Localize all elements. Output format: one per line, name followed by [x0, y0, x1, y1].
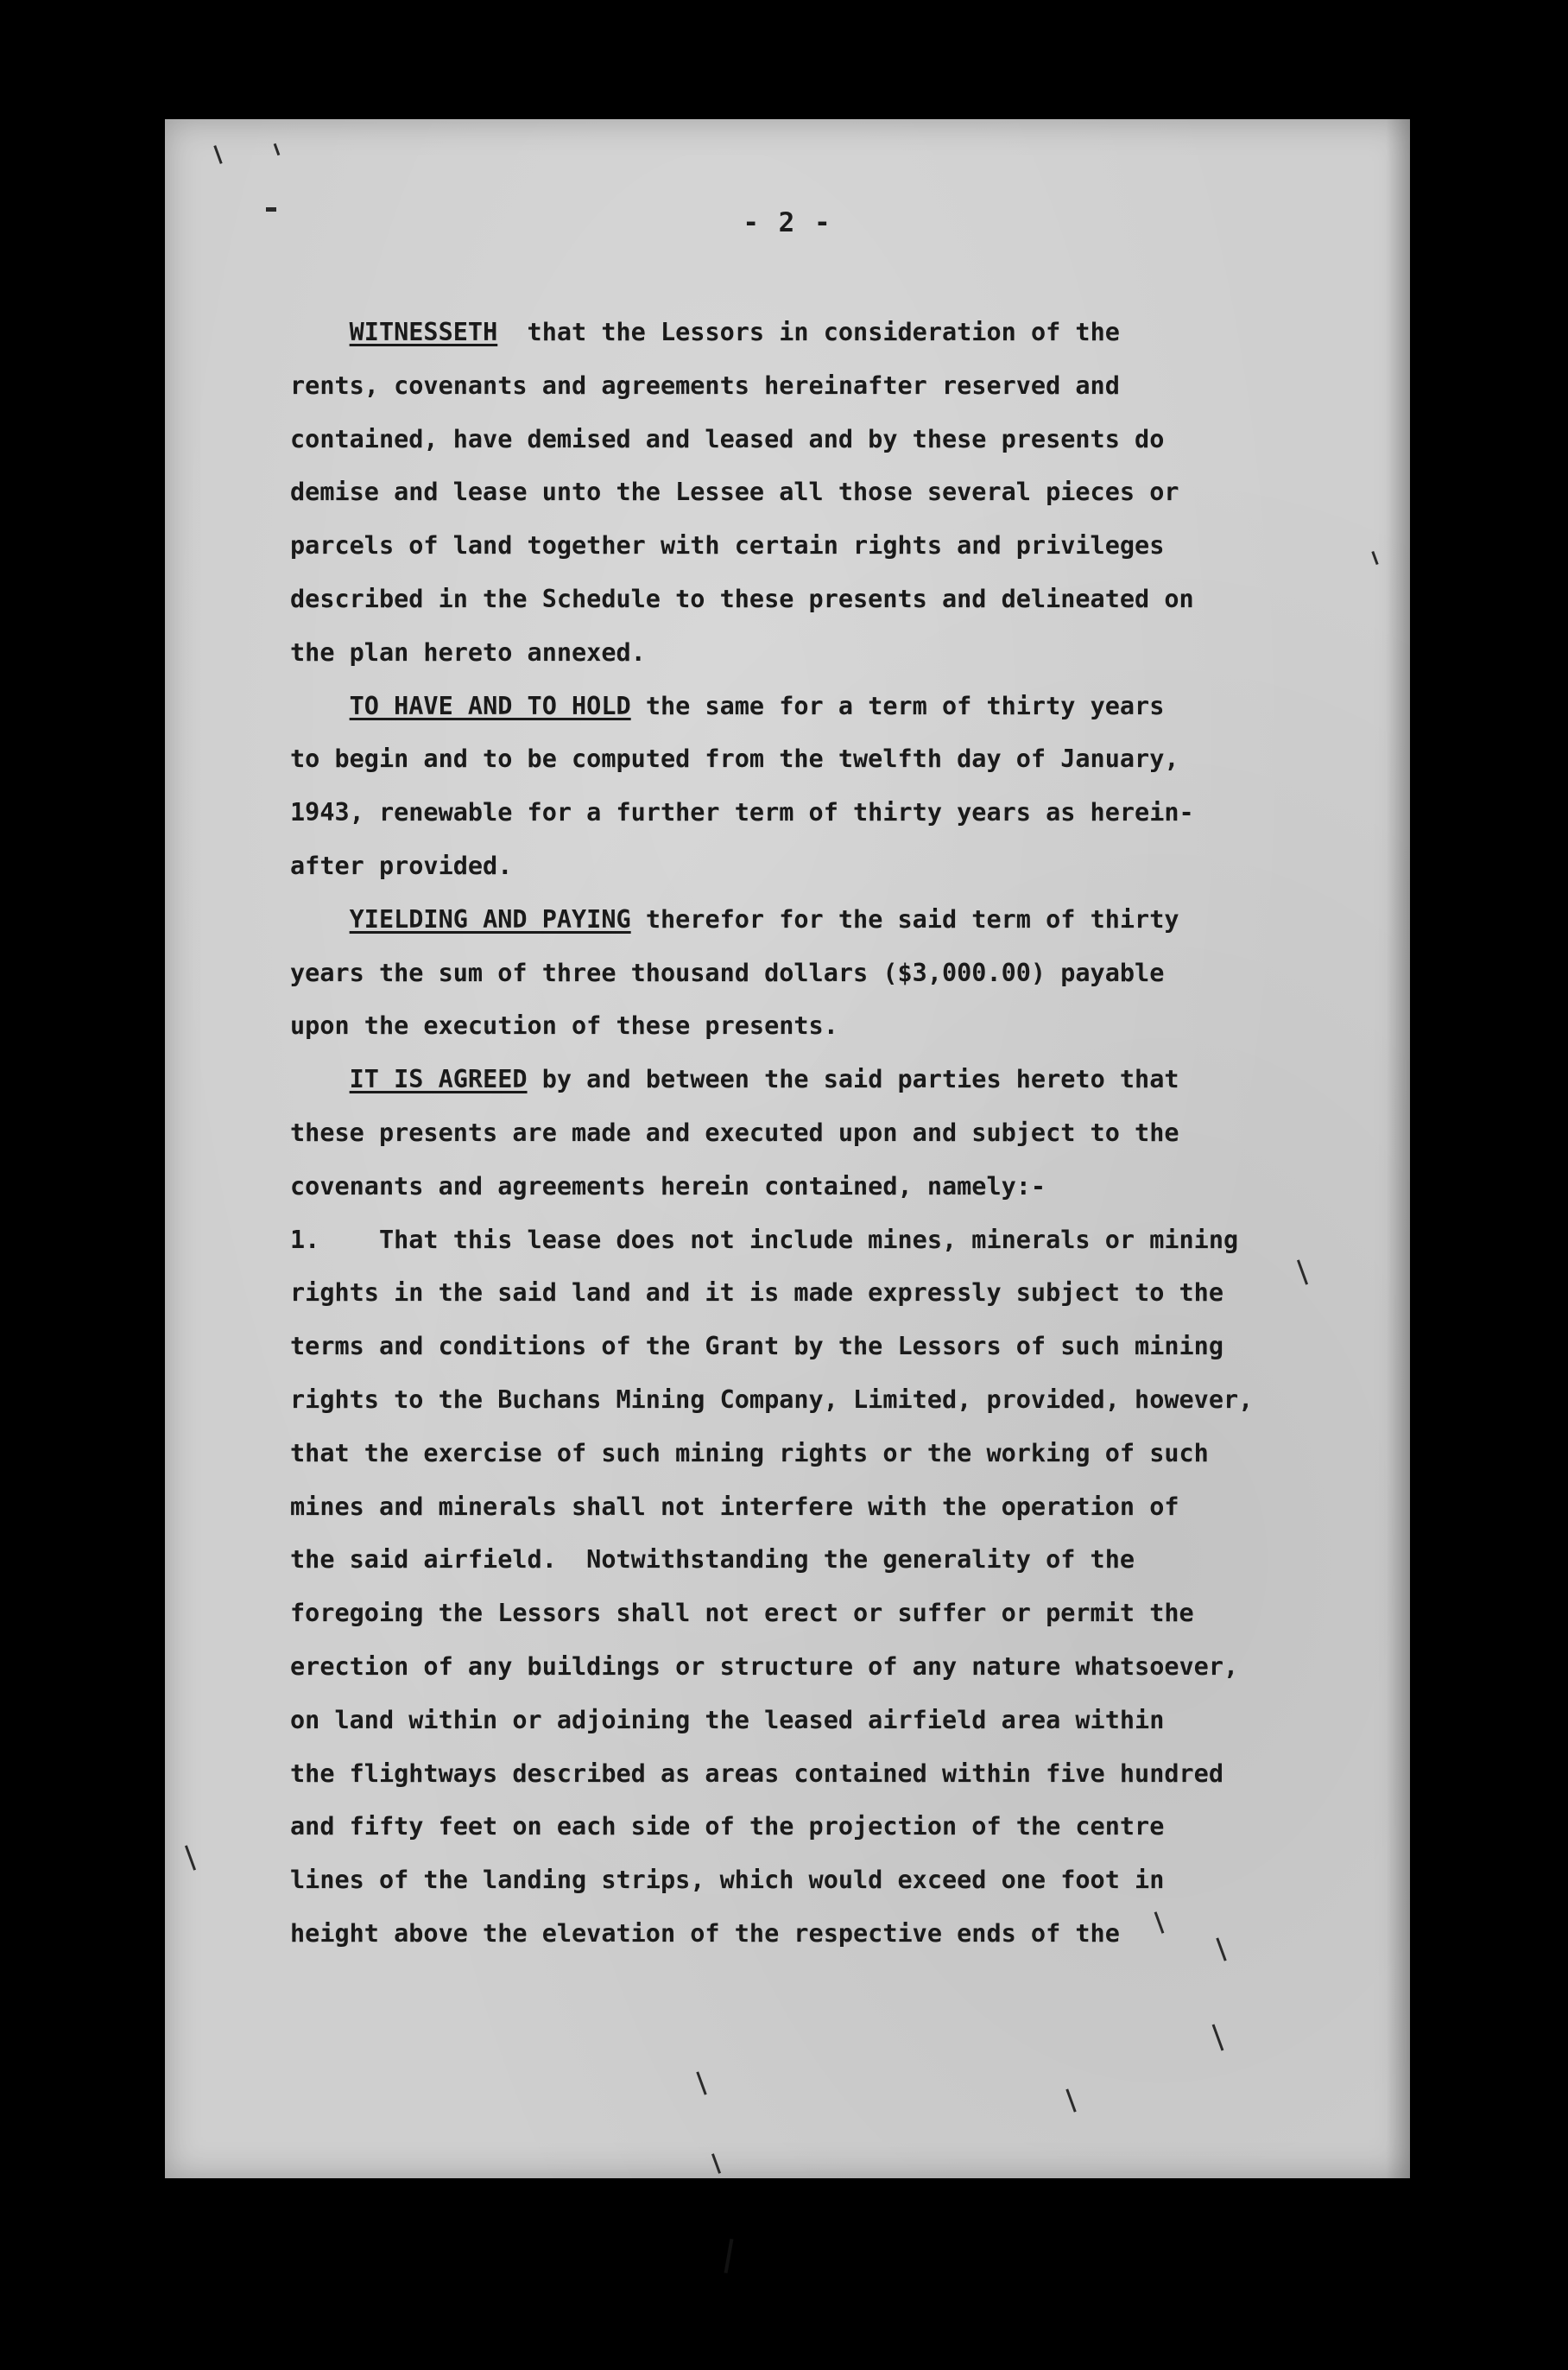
- underlined-heading: YIELDING AND PAYING: [349, 904, 631, 934]
- text-segment: rents, covenants and agreements hereinafter reserved and: [290, 371, 1120, 400]
- text-segment: foregoing the Lessors shall not erect or suffer or permit the: [290, 1599, 1194, 1628]
- text-segment: the said airfield. Notwithstanding the generality of the: [290, 1545, 1135, 1575]
- underlined-heading: WITNESSETH: [349, 318, 498, 346]
- text-line: [290, 359, 1404, 413]
- text-line: [290, 306, 1404, 359]
- text-line: [290, 1533, 1404, 1587]
- text-line: [290, 1106, 1404, 1160]
- text-segment: therefor for the said term of thirty: [630, 904, 1179, 934]
- text-segment: [290, 318, 350, 346]
- text-line: [290, 626, 1404, 680]
- scan-speck: [266, 207, 276, 212]
- text-line: [290, 1854, 1404, 1907]
- scan-speck: [711, 2153, 721, 2174]
- text-line: [290, 1587, 1404, 1640]
- text-segment: demise and lease unto the Lessee all those several pieces or: [290, 478, 1179, 507]
- text-line: [290, 1907, 1404, 1961]
- lease-body-text: [290, 306, 1404, 1961]
- text-segment: [290, 1065, 350, 1093]
- text-line: [290, 519, 1404, 573]
- text-line: [290, 947, 1404, 1000]
- text-segment: erection of any buildings or structure of any nature whatsoever,: [290, 1651, 1239, 1681]
- text-segment: the flightways described as areas contained within five hundred: [290, 1758, 1223, 1788]
- text-line: [290, 1160, 1404, 1214]
- text-segment: the same for a term of thirty years: [630, 691, 1165, 720]
- text-segment: after provided.: [290, 851, 513, 880]
- text-segment: parcels of land together with certain rights and privileges: [290, 531, 1165, 561]
- text-segment: the plan hereto annexed.: [290, 637, 646, 667]
- text-line: [290, 1373, 1404, 1427]
- text-line: [290, 680, 1404, 733]
- text-line: [290, 1427, 1404, 1480]
- text-line: [290, 840, 1404, 893]
- text-line: [290, 466, 1404, 519]
- text-segment: that the exercise of such mining rights or the working of such: [290, 1438, 1209, 1467]
- document-page: [165, 119, 1410, 2178]
- scan-mark: [724, 2239, 734, 2273]
- text-line: [290, 413, 1404, 466]
- scan-speck: [1212, 2024, 1224, 2050]
- text-segment: [290, 905, 350, 934]
- text-segment: mines and minerals shall not interfere with the operation of: [290, 1492, 1179, 1521]
- text-line: [290, 893, 1404, 947]
- text-segment: rights in the said land and it is made expressly subject to the: [290, 1278, 1223, 1308]
- text-segment: upon the execution of these presents.: [290, 1011, 838, 1041]
- text-line: [290, 1694, 1404, 1747]
- text-segment: that the Lessors in consideration of the: [497, 318, 1120, 346]
- text-line: [290, 1747, 1404, 1801]
- text-segment: years the sum of three thousand dollars ($3,000.00) payable: [290, 958, 1165, 987]
- text-segment: height above the elevation of the respective ends of the: [290, 1918, 1120, 1948]
- text-segment: covenants and agreements herein contained, namely:-: [290, 1171, 1046, 1201]
- text-line: [290, 1214, 1404, 1267]
- scan-speck: [274, 143, 281, 155]
- text-segment: and fifty feet on each side of the projection of the centre: [290, 1812, 1165, 1841]
- text-line: [290, 1800, 1404, 1854]
- text-line: [290, 1640, 1404, 1694]
- text-segment: these presents are made and executed upon and subject to the: [290, 1118, 1179, 1147]
- text-line: [290, 573, 1404, 626]
- text-segment: lines of the landing strips, which would exceed one foot in: [290, 1866, 1165, 1895]
- underlined-heading: TO HAVE AND TO HOLD: [349, 691, 631, 720]
- text-segment: rights to the Buchans Mining Company, Limited, provided, however,: [290, 1385, 1254, 1414]
- scan-speck: [213, 145, 222, 164]
- text-segment: on land within or adjoining the leased airfield area within: [290, 1705, 1165, 1734]
- text-line: [290, 786, 1404, 840]
- underlined-heading: IT IS AGREED: [349, 1065, 528, 1094]
- text-line: [290, 1266, 1404, 1320]
- text-segment: contained, have demised and leased and by these presents do: [290, 424, 1165, 453]
- text-line: [290, 1480, 1404, 1534]
- scan-speck: [185, 1845, 196, 1870]
- text-segment: to begin and to be computed from the twelfth day of January,: [290, 745, 1179, 774]
- text-line: [290, 732, 1404, 786]
- page-number: - 2 -: [743, 207, 832, 238]
- text-segment: by and between the said parties hereto that: [527, 1065, 1179, 1094]
- text-segment: [290, 692, 350, 720]
- text-line: [290, 999, 1404, 1053]
- scan-speck: [1065, 2088, 1076, 2112]
- text-segment: described in the Schedule to these presents and delineated on: [290, 584, 1194, 613]
- text-segment: 1. That this lease does not include mines, minerals or mining: [290, 1225, 1239, 1254]
- scan-speck: [696, 2071, 706, 2094]
- text-segment: 1943, renewable for a further term of thirty years as herein-: [290, 798, 1194, 827]
- text-line: [290, 1053, 1404, 1106]
- text-line: [290, 1320, 1404, 1373]
- text-segment: terms and conditions of the Grant by the Lessors of such mining: [290, 1332, 1223, 1361]
